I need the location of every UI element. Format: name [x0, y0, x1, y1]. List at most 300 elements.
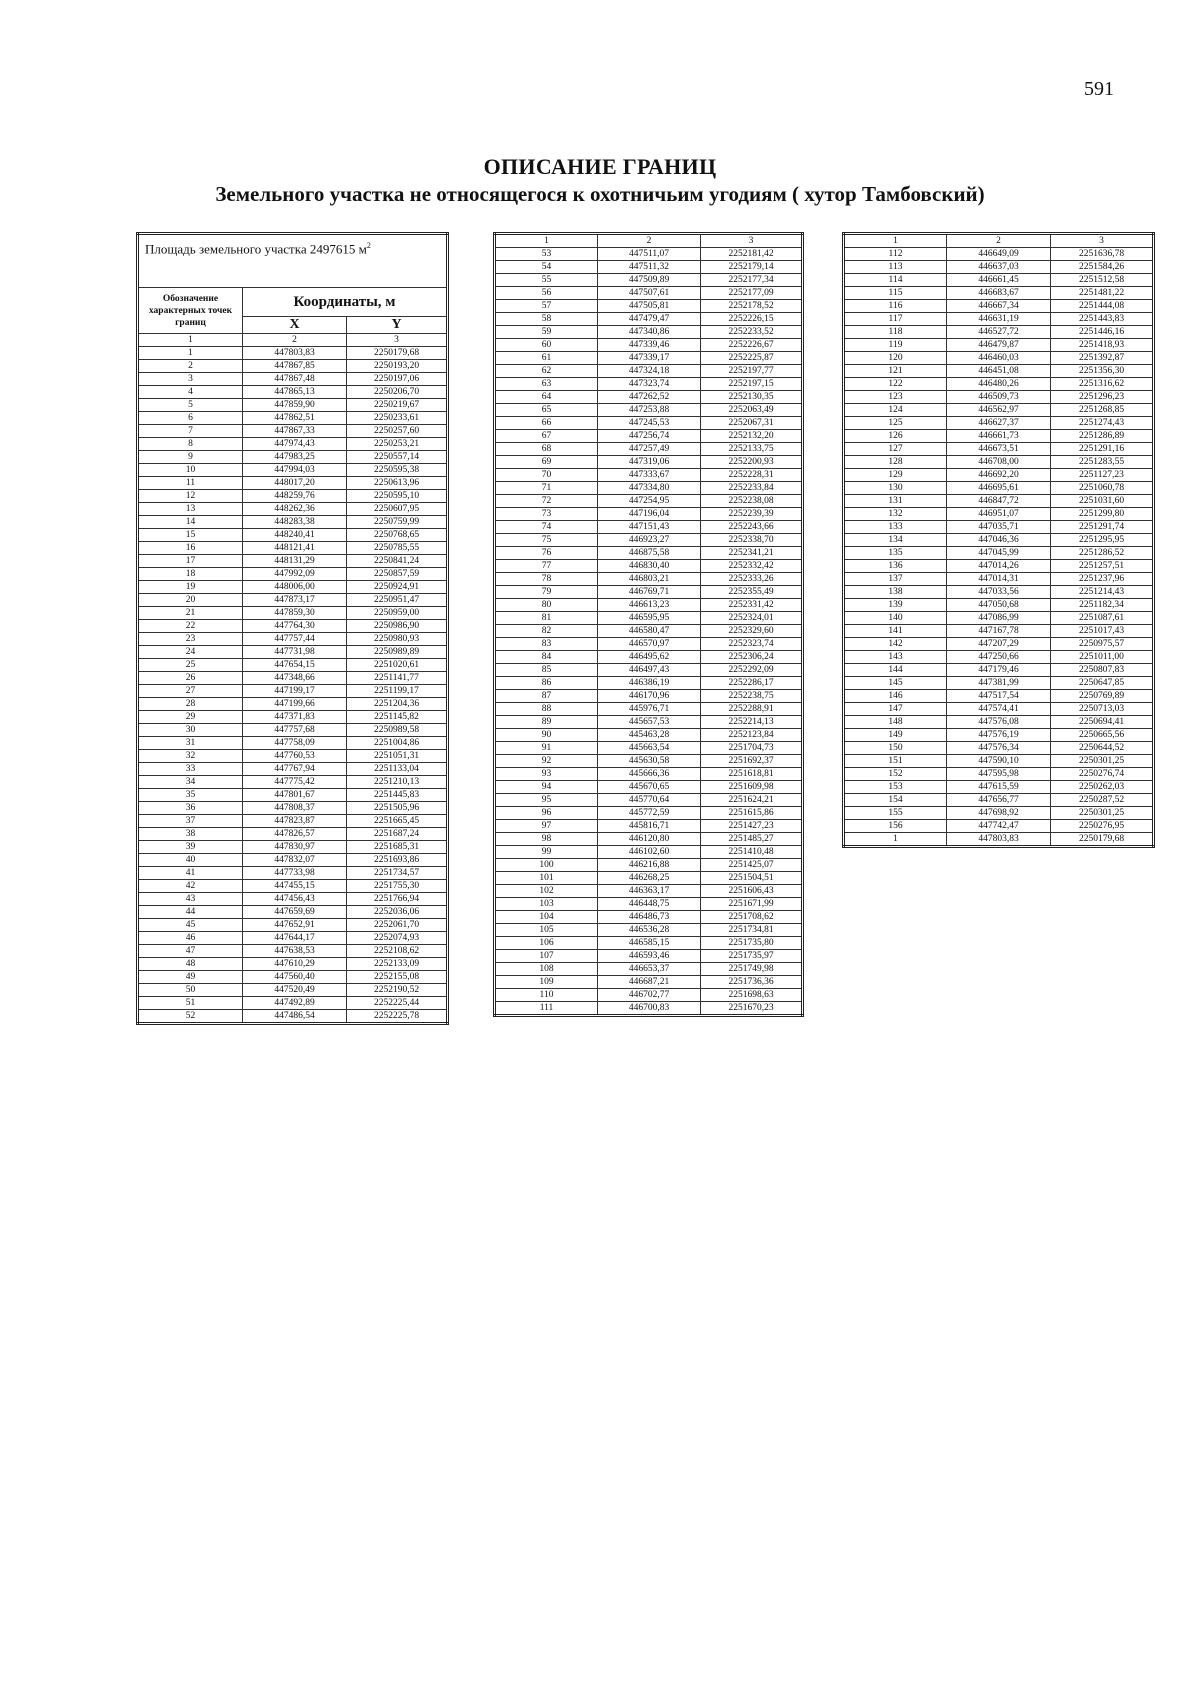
table-row — [495, 781, 803, 794]
y-coordinate-cell: 2250595,10 — [347, 490, 448, 503]
point-number-cell: 34 — [138, 776, 243, 789]
x-coordinate-cell: 446923,27 — [598, 534, 701, 547]
table-row — [844, 274, 1154, 287]
table-2-body — [495, 248, 803, 1016]
table-row — [495, 417, 803, 430]
point-number-cell: 26 — [138, 672, 243, 685]
table-row — [844, 261, 1154, 274]
point-number-cell: 153 — [844, 781, 947, 794]
point-number-cell: 113 — [844, 261, 947, 274]
y-coordinate-cell: 2252177,34 — [701, 274, 803, 287]
point-number-cell: 96 — [495, 807, 598, 820]
y-coordinate-cell: 2252324,01 — [701, 612, 803, 625]
point-number-cell: 95 — [495, 794, 598, 807]
y-coordinate-cell: 2251283,55 — [1051, 456, 1154, 469]
x-coordinate-cell: 446580,47 — [598, 625, 701, 638]
x-coordinate-cell: 446497,43 — [598, 664, 701, 677]
x-coordinate-cell: 447757,68 — [243, 724, 347, 737]
x-coordinate-cell: 446460,03 — [947, 352, 1051, 365]
point-number-cell: 32 — [138, 750, 243, 763]
y-coordinate-cell: 2250841,24 — [347, 555, 448, 568]
point-number-cell: 119 — [844, 339, 947, 352]
x-coordinate-cell: 447033,56 — [947, 586, 1051, 599]
x-coordinate-cell: 447507,61 — [598, 287, 701, 300]
point-number-cell: 24 — [138, 646, 243, 659]
y-coordinate-cell: 2250665,56 — [1051, 729, 1154, 742]
y-coordinate-cell: 2252133,75 — [701, 443, 803, 456]
point-number-cell: 100 — [495, 859, 598, 872]
point-number-cell: 55 — [495, 274, 598, 287]
x-coordinate-cell: 447250,66 — [947, 651, 1051, 664]
x-coordinate-cell: 447983,25 — [243, 451, 347, 464]
x-coordinate-cell: 445816,71 — [598, 820, 701, 833]
y-coordinate-cell: 2251051,31 — [347, 750, 448, 763]
column-number: 2 — [598, 234, 701, 248]
y-coordinate-cell: 2252181,42 — [701, 248, 803, 261]
y-coordinate-cell: 2250644,52 — [1051, 742, 1154, 755]
y-coordinate-cell: 2252061,70 — [347, 919, 448, 932]
table-row — [844, 586, 1154, 599]
y-coordinate-cell: 2252197,15 — [701, 378, 803, 391]
point-number-cell: 110 — [495, 989, 598, 1002]
y-coordinate-cell: 2252190,52 — [347, 984, 448, 997]
x-coordinate-cell: 447486,54 — [243, 1010, 347, 1024]
y-coordinate-cell: 2250986,90 — [347, 620, 448, 633]
y-coordinate-cell: 2250989,89 — [347, 646, 448, 659]
y-coordinate-cell: 2251609,98 — [701, 781, 803, 794]
point-number-cell: 78 — [495, 573, 598, 586]
point-number-cell: 52 — [138, 1010, 243, 1024]
point-number-cell: 123 — [844, 391, 947, 404]
x-coordinate-cell: 446951,07 — [947, 508, 1051, 521]
point-number-cell: 103 — [495, 898, 598, 911]
table-row — [138, 516, 448, 529]
point-number-cell: 89 — [495, 716, 598, 729]
y-coordinate-cell: 2251584,26 — [1051, 261, 1154, 274]
table-row — [844, 742, 1154, 755]
table-row — [495, 456, 803, 469]
table-row — [495, 716, 803, 729]
table-row — [844, 300, 1154, 313]
y-coordinate-cell: 2252178,52 — [701, 300, 803, 313]
table-row — [844, 495, 1154, 508]
x-coordinate-cell: 447333,67 — [598, 469, 701, 482]
x-coordinate-cell: 447253,88 — [598, 404, 701, 417]
x-coordinate-cell: 445770,64 — [598, 794, 701, 807]
y-coordinate-cell: 2252179,14 — [701, 261, 803, 274]
point-number-cell: 90 — [495, 729, 598, 742]
table-row — [138, 763, 448, 776]
point-number-cell: 152 — [844, 768, 947, 781]
table-row — [844, 560, 1154, 573]
y-coordinate-cell: 2250179,68 — [1051, 833, 1154, 847]
point-number-cell: 8 — [138, 438, 243, 451]
table-row — [495, 248, 803, 261]
table-row — [138, 776, 448, 789]
point-number-cell: 16 — [138, 542, 243, 555]
point-number-cell: 44 — [138, 906, 243, 919]
y-coordinate-cell: 2252323,74 — [701, 638, 803, 651]
y-coordinate-cell: 2251505,96 — [347, 802, 448, 815]
table-row — [138, 750, 448, 763]
table-row — [495, 846, 803, 859]
y-coordinate-cell: 2251031,60 — [1051, 495, 1154, 508]
x-coordinate-cell: 446653,37 — [598, 963, 701, 976]
table-row — [138, 438, 448, 451]
point-number-cell: 59 — [495, 326, 598, 339]
x-coordinate-cell: 445976,71 — [598, 703, 701, 716]
y-coordinate-cell: 2252333,26 — [701, 573, 803, 586]
table-row — [138, 568, 448, 581]
x-coordinate-cell: 446631,19 — [947, 313, 1051, 326]
point-number-cell: 125 — [844, 417, 947, 430]
point-number-cell: 114 — [844, 274, 947, 287]
x-coordinate-cell: 447742,47 — [947, 820, 1051, 833]
area-unit-superscript: 2 — [366, 241, 371, 250]
y-coordinate-cell: 2251636,78 — [1051, 248, 1154, 261]
point-number-cell: 150 — [844, 742, 947, 755]
x-coordinate-cell: 448121,41 — [243, 542, 347, 555]
y-coordinate-cell: 2251427,23 — [701, 820, 803, 833]
x-coordinate-cell: 446847,72 — [947, 495, 1051, 508]
point-number-cell: 62 — [495, 365, 598, 378]
point-number-cell: 41 — [138, 867, 243, 880]
y-coordinate-cell: 2251736,36 — [701, 976, 803, 989]
y-coordinate-cell: 2251182,34 — [1051, 599, 1154, 612]
point-number-cell: 142 — [844, 638, 947, 651]
table-row — [138, 880, 448, 893]
point-number-cell: 11 — [138, 477, 243, 490]
x-coordinate-cell: 447775,42 — [243, 776, 347, 789]
table-row — [495, 1002, 803, 1016]
x-coordinate-cell: 448017,20 — [243, 477, 347, 490]
x-coordinate-cell: 447035,71 — [947, 521, 1051, 534]
table-row — [844, 664, 1154, 677]
x-coordinate-cell: 446595,95 — [598, 612, 701, 625]
table-row — [495, 547, 803, 560]
point-number-cell: 10 — [138, 464, 243, 477]
table-row — [138, 945, 448, 958]
y-coordinate-cell: 2252341,21 — [701, 547, 803, 560]
point-number-cell: 68 — [495, 443, 598, 456]
x-coordinate-cell: 447560,40 — [243, 971, 347, 984]
table-row — [138, 594, 448, 607]
table-row — [495, 339, 803, 352]
table-row — [138, 919, 448, 932]
y-coordinate-cell: 2250301,25 — [1051, 807, 1154, 820]
point-number-cell: 129 — [844, 469, 947, 482]
x-coordinate-cell: 446562,97 — [947, 404, 1051, 417]
y-coordinate-cell: 2250276,74 — [1051, 768, 1154, 781]
x-coordinate-cell: 447479,47 — [598, 313, 701, 326]
point-number-cell: 128 — [844, 456, 947, 469]
point-number-cell: 109 — [495, 976, 598, 989]
y-coordinate-cell: 2252355,49 — [701, 586, 803, 599]
table-row — [844, 638, 1154, 651]
y-coordinate-cell: 2251204,36 — [347, 698, 448, 711]
table-row — [495, 794, 803, 807]
table-row — [138, 854, 448, 867]
x-coordinate-cell: 445663,54 — [598, 742, 701, 755]
y-coordinate-cell: 2250301,25 — [1051, 755, 1154, 768]
x-coordinate-cell: 447196,04 — [598, 508, 701, 521]
y-coordinate-cell: 2250924,91 — [347, 581, 448, 594]
y-coordinate-cell: 2251004,86 — [347, 737, 448, 750]
table-row — [495, 742, 803, 755]
y-coordinate-cell: 2252288,91 — [701, 703, 803, 716]
x-coordinate-cell: 447151,43 — [598, 521, 701, 534]
point-number-cell: 66 — [495, 417, 598, 430]
point-number-cell: 106 — [495, 937, 598, 950]
table-row — [495, 482, 803, 495]
y-coordinate-cell: 2250193,20 — [347, 360, 448, 373]
x-coordinate-cell: 447334,80 — [598, 482, 701, 495]
point-number-cell: 87 — [495, 690, 598, 703]
point-number-cell: 115 — [844, 287, 947, 300]
y-coordinate-cell: 2252200,93 — [701, 456, 803, 469]
y-coordinate-cell: 2250694,41 — [1051, 716, 1154, 729]
y-coordinate-cell: 2250807,83 — [1051, 664, 1154, 677]
x-coordinate-cell: 446170,96 — [598, 690, 701, 703]
y-coordinate-cell: 2250647,85 — [1051, 677, 1154, 690]
point-number-cell: 138 — [844, 586, 947, 599]
x-coordinate-cell: 446495,62 — [598, 651, 701, 664]
table-row — [495, 690, 803, 703]
x-coordinate-cell: 447576,08 — [947, 716, 1051, 729]
y-coordinate-cell: 2252238,75 — [701, 690, 803, 703]
y-coordinate-cell: 2252233,84 — [701, 482, 803, 495]
point-number-cell: 9 — [138, 451, 243, 464]
x-coordinate-cell: 447339,17 — [598, 352, 701, 365]
x-coordinate-cell: 446700,83 — [598, 1002, 701, 1016]
point-number-cell: 1 — [138, 347, 243, 360]
table-row — [138, 802, 448, 815]
y-coordinate-cell: 2251286,89 — [1051, 430, 1154, 443]
y-coordinate-cell: 2251141,77 — [347, 672, 448, 685]
x-coordinate-cell: 447830,97 — [243, 841, 347, 854]
table-row — [138, 841, 448, 854]
table-row — [138, 698, 448, 711]
point-number-cell: 15 — [138, 529, 243, 542]
table-row — [138, 451, 448, 464]
y-coordinate-cell: 2250713,03 — [1051, 703, 1154, 716]
point-number-cell: 29 — [138, 711, 243, 724]
point-number-cell: 48 — [138, 958, 243, 971]
y-coordinate-cell: 2250613,96 — [347, 477, 448, 490]
table-row — [138, 633, 448, 646]
point-number-cell: 35 — [138, 789, 243, 802]
x-coordinate-cell: 447262,52 — [598, 391, 701, 404]
table-row — [138, 828, 448, 841]
x-coordinate-cell: 447167,78 — [947, 625, 1051, 638]
y-coordinate-cell: 2251296,23 — [1051, 391, 1154, 404]
point-number-cell: 155 — [844, 807, 947, 820]
point-number-cell: 120 — [844, 352, 947, 365]
y-coordinate-cell: 2252226,67 — [701, 339, 803, 352]
x-coordinate-cell: 447808,37 — [243, 802, 347, 815]
table-row — [495, 313, 803, 326]
x-coordinate-cell: 448283,38 — [243, 516, 347, 529]
x-coordinate-cell: 447045,99 — [947, 547, 1051, 560]
x-coordinate-cell: 446593,46 — [598, 950, 701, 963]
y-coordinate-cell: 2251316,62 — [1051, 378, 1154, 391]
x-coordinate-cell: 447610,29 — [243, 958, 347, 971]
table-row — [495, 560, 803, 573]
point-number-cell: 25 — [138, 659, 243, 672]
y-coordinate-cell: 2252063,49 — [701, 404, 803, 417]
table-row — [138, 373, 448, 386]
point-number-cell: 98 — [495, 833, 598, 846]
y-coordinate-cell: 2251670,23 — [701, 1002, 803, 1016]
point-designation-header: Обозначение характерных точек границ — [138, 288, 243, 334]
point-number-cell: 117 — [844, 313, 947, 326]
x-coordinate-cell: 445630,58 — [598, 755, 701, 768]
point-number-cell: 84 — [495, 651, 598, 664]
table-row — [844, 833, 1154, 847]
y-coordinate-cell: 2251145,82 — [347, 711, 448, 724]
x-coordinate-cell: 447862,51 — [243, 412, 347, 425]
y-coordinate-cell: 2251299,80 — [1051, 508, 1154, 521]
point-number-cell: 104 — [495, 911, 598, 924]
y-coordinate-cell: 2251011,00 — [1051, 651, 1154, 664]
point-number-cell: 99 — [495, 846, 598, 859]
point-number-cell: 121 — [844, 365, 947, 378]
point-number-cell: 101 — [495, 872, 598, 885]
table-row — [495, 300, 803, 313]
point-number-cell: 43 — [138, 893, 243, 906]
point-number-cell: 145 — [844, 677, 947, 690]
table-row — [138, 672, 448, 685]
y-header: Y — [347, 317, 448, 334]
y-coordinate-cell: 2251020,61 — [347, 659, 448, 672]
table-row — [844, 404, 1154, 417]
table-row — [844, 794, 1154, 807]
point-number-cell: 118 — [844, 326, 947, 339]
point-number-cell: 56 — [495, 287, 598, 300]
y-coordinate-cell: 2251446,16 — [1051, 326, 1154, 339]
column-number: 3 — [701, 234, 803, 248]
y-coordinate-cell: 2252036,06 — [347, 906, 448, 919]
document-title: ОПИСАНИЕ ГРАНИЦ — [483, 154, 717, 179]
y-coordinate-cell: 2251127,23 — [1051, 469, 1154, 482]
point-number-cell: 156 — [844, 820, 947, 833]
boundary-points-table-1 — [136, 232, 449, 1025]
point-number-cell: 91 — [495, 742, 598, 755]
column-number: 2 — [947, 234, 1051, 248]
column-number: 1 — [138, 334, 243, 347]
point-number-cell: 133 — [844, 521, 947, 534]
point-number-cell: 38 — [138, 828, 243, 841]
table-row — [844, 820, 1154, 833]
y-coordinate-cell: 2251392,87 — [1051, 352, 1154, 365]
x-coordinate-cell: 447511,07 — [598, 248, 701, 261]
y-coordinate-cell: 2251685,31 — [347, 841, 448, 854]
y-coordinate-cell: 2251671,99 — [701, 898, 803, 911]
y-coordinate-cell: 2251133,04 — [347, 763, 448, 776]
table-row — [495, 274, 803, 287]
point-number-cell: 72 — [495, 495, 598, 508]
y-coordinate-cell: 2252155,08 — [347, 971, 448, 984]
x-coordinate-cell: 447801,67 — [243, 789, 347, 802]
x-coordinate-cell: 446102,60 — [598, 846, 701, 859]
table-row — [495, 651, 803, 664]
point-number-cell: 102 — [495, 885, 598, 898]
x-coordinate-cell: 447520,49 — [243, 984, 347, 997]
x-coordinate-cell: 447511,32 — [598, 261, 701, 274]
x-coordinate-cell: 447826,57 — [243, 828, 347, 841]
y-coordinate-cell: 2252177,09 — [701, 287, 803, 300]
x-coordinate-cell: 447652,91 — [243, 919, 347, 932]
coordinates-header: Координаты, м — [243, 288, 448, 317]
table-row — [138, 932, 448, 945]
x-coordinate-cell: 446613,23 — [598, 599, 701, 612]
table-row — [138, 1010, 448, 1024]
x-coordinate-cell: 447832,07 — [243, 854, 347, 867]
point-number-cell: 14 — [138, 516, 243, 529]
y-coordinate-cell: 2251210,13 — [347, 776, 448, 789]
x-coordinate-cell: 446527,72 — [947, 326, 1051, 339]
y-coordinate-cell: 2252214,13 — [701, 716, 803, 729]
y-coordinate-cell: 2251618,81 — [701, 768, 803, 781]
x-coordinate-cell: 446268,25 — [598, 872, 701, 885]
x-coordinate-cell: 446536,28 — [598, 924, 701, 937]
x-coordinate-cell: 447590,10 — [947, 755, 1051, 768]
x-coordinate-cell: 447517,54 — [947, 690, 1051, 703]
x-coordinate-cell: 446570,97 — [598, 638, 701, 651]
y-coordinate-cell: 2251444,08 — [1051, 300, 1154, 313]
table-row — [138, 360, 448, 373]
y-coordinate-cell: 2251698,63 — [701, 989, 803, 1002]
table-row — [495, 989, 803, 1002]
point-number-cell: 112 — [844, 248, 947, 261]
x-coordinate-cell: 447576,19 — [947, 729, 1051, 742]
y-coordinate-cell: 2251687,24 — [347, 828, 448, 841]
point-number-cell: 93 — [495, 768, 598, 781]
point-number-cell: 70 — [495, 469, 598, 482]
x-coordinate-cell: 447574,41 — [947, 703, 1051, 716]
y-coordinate-cell: 2250785,55 — [347, 542, 448, 555]
point-number-cell: 94 — [495, 781, 598, 794]
table-row — [138, 958, 448, 971]
x-header: X — [243, 317, 347, 334]
y-coordinate-cell: 2252292,09 — [701, 664, 803, 677]
y-coordinate-cell: 2251735,80 — [701, 937, 803, 950]
table-row — [138, 984, 448, 997]
point-number-cell: 88 — [495, 703, 598, 716]
point-number-cell: 54 — [495, 261, 598, 274]
point-number-cell: 137 — [844, 573, 947, 586]
y-coordinate-cell: 2251199,17 — [347, 685, 448, 698]
x-coordinate-cell: 446386,19 — [598, 677, 701, 690]
table-row — [138, 581, 448, 594]
point-number-cell: 124 — [844, 404, 947, 417]
y-coordinate-cell: 2252123,84 — [701, 729, 803, 742]
x-coordinate-cell: 447992,09 — [243, 568, 347, 581]
point-number-cell: 147 — [844, 703, 947, 716]
table-row — [495, 976, 803, 989]
point-number-cell: 151 — [844, 755, 947, 768]
y-coordinate-cell: 2251704,73 — [701, 742, 803, 755]
table-row — [138, 620, 448, 633]
point-number-cell: 139 — [844, 599, 947, 612]
table-row — [495, 430, 803, 443]
point-number-cell: 69 — [495, 456, 598, 469]
y-coordinate-cell: 2252130,35 — [701, 391, 803, 404]
point-number-cell: 46 — [138, 932, 243, 945]
point-number-cell: 47 — [138, 945, 243, 958]
table-row — [495, 326, 803, 339]
point-number-cell: 73 — [495, 508, 598, 521]
